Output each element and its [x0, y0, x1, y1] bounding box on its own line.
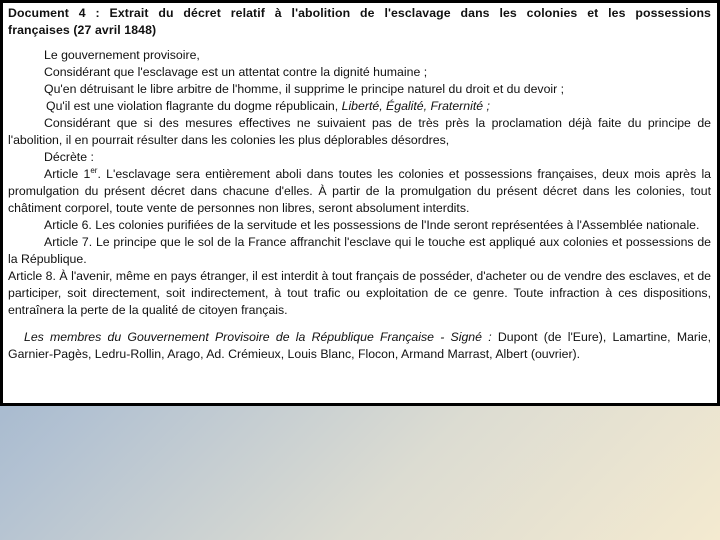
- document-title: [8, 5, 711, 39]
- signatures-intro: Les membres du Gouvernement Provisoire de la République Française - Signé :: [24, 330, 492, 344]
- article-7: Article 7. Le principe que le sol de la France affranchit l'esclave qui le touche est appliqué aux colonies et possessions de la République.: [8, 235, 711, 266]
- signatures: [8, 329, 711, 363]
- paragraph-libre-arbitre: Qu'en détruisant le libre arbitre de l'homme, il supprime le principe naturel du droit et du devoir ;: [44, 82, 565, 96]
- paragraph-dogme: [8, 98, 711, 115]
- paragraph-considerant-1: Considérant que l'esclavage est un attentat contre la dignité humaine ;: [44, 65, 428, 79]
- signatures-names: Dupont (de l'Eure), Lamartine, Marie, Garnier-Pagès, Ledru-Rollin, Arago, Ad. Crémieux, Louis Blanc, Flocon, Armand Marrast, Albert (ouvrier).: [8, 330, 711, 361]
- republican-motto: Liberté, Égalité, Fraternité ;: [341, 99, 490, 113]
- title-line-2: françaises (27 avril 1848): [8, 23, 157, 37]
- article-1-label: Article 1: [44, 167, 91, 181]
- paragraph-considerant-2: Considérant que si des mesures effectives ne suivaient pas de très près la proclamation déjà faite du principe de l'abolition, il en pourrait résulter dans les colonies les plus déplorables désordres,: [8, 116, 711, 147]
- article-1-text: . L'esclavage sera entièrement aboli dans toutes les colonies et possessions françaises, deux mois après la promulgation du présent décret dans chacune d'elles. À partir de la promulgation du présent décret dans les colonies, tout châtiment corporel, toute vente de personnes non libres, seront absolument interdits.: [8, 167, 712, 215]
- paragraph-gouvernement: Le gouvernement provisoire,: [44, 48, 200, 62]
- article-8: Article 8. À l'avenir, même en pays étranger, il est interdit à tout français de posséder, d'acheter ou de vendre des esclaves, et de participer, soit directement, soit indirectement, à tout trafic ou exploitation de ce genre. Toute infraction à ces dispositions, entraînera la perte de la qualité de citoyen français.: [8, 269, 711, 317]
- article-1: [8, 166, 711, 217]
- document-body: [3, 3, 717, 363]
- paragraph-decrete: Décrète :: [44, 150, 94, 164]
- dogme-text: Qu'il est une violation flagrante du dogme républicain,: [46, 99, 342, 113]
- article-1-superscript: er: [90, 165, 98, 175]
- article-6: Article 6. Les colonies purifiées de la servitude et les possessions de l'Inde seront représentées à l'Assemblée nationale.: [44, 218, 700, 232]
- title-line-1: Document 4 : Extrait du décret relatif à l'abolition de l'esclavage dans les colonies et les possessions: [8, 6, 711, 20]
